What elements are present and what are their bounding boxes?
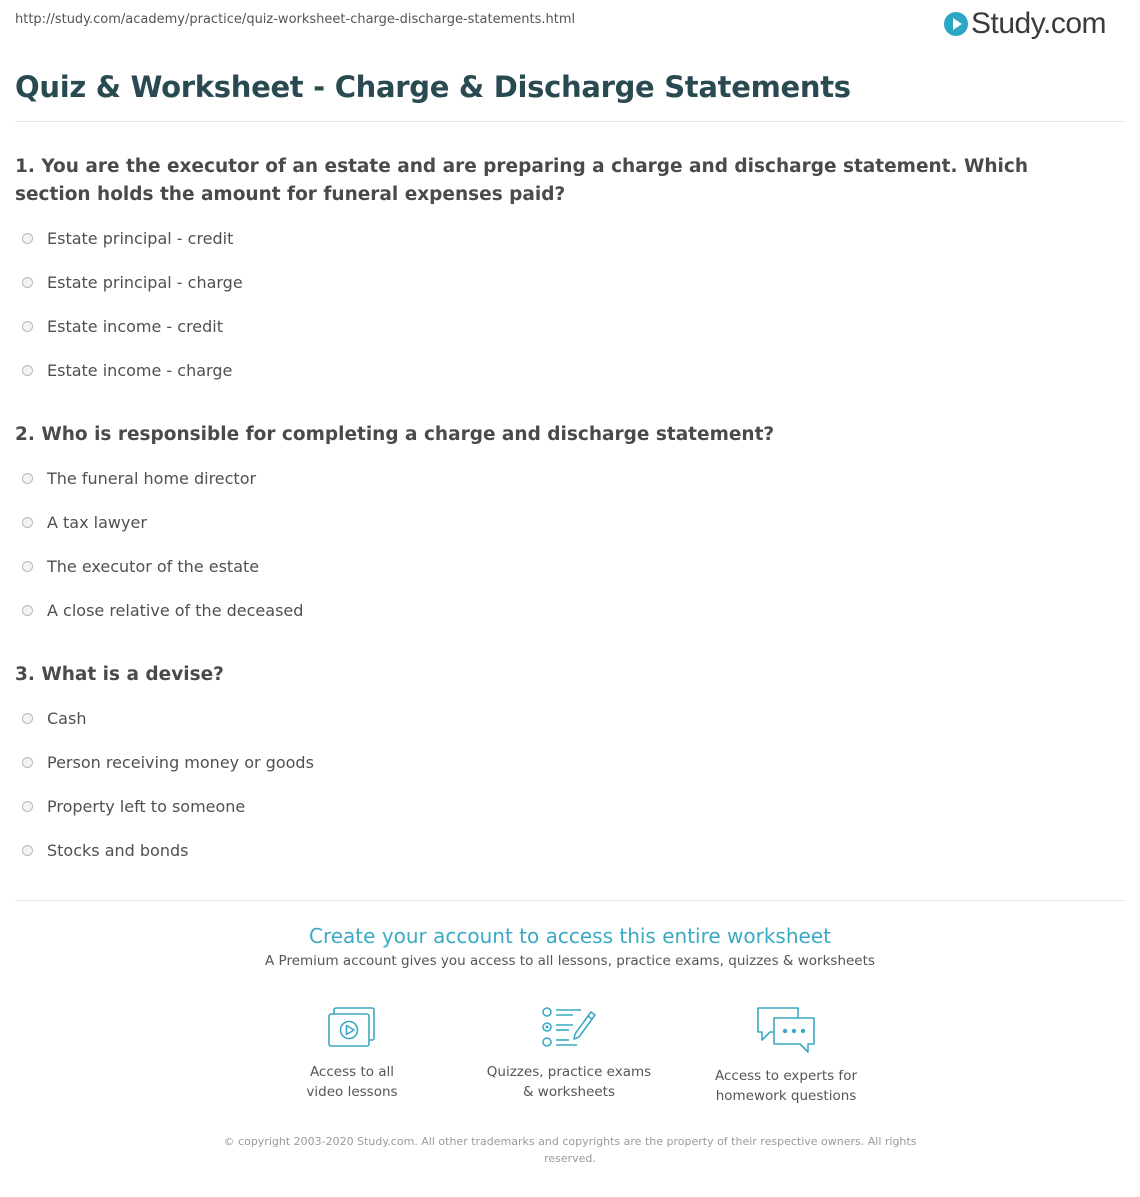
radio-button[interactable]: [22, 801, 33, 812]
question-1-option-3[interactable]: [22, 315, 223, 337]
radio-button[interactable]: [22, 365, 33, 376]
question-2: 2. Who is responsible for completing a charge and discharge statement?: [15, 424, 775, 445]
question-2-option-4[interactable]: [22, 599, 303, 621]
option-label: Property left to someone: [47, 796, 246, 816]
feature-line-2: video lessons: [306, 1084, 398, 1100]
radio-button[interactable]: [22, 473, 33, 484]
feature-line-1: Quizzes, practice exams: [486, 1064, 652, 1080]
radio-button[interactable]: [22, 605, 33, 616]
radio-button[interactable]: [22, 321, 33, 332]
radio-button[interactable]: [22, 277, 33, 288]
option-label: Cash: [47, 708, 87, 728]
feature-line-2: homework questions: [715, 1088, 857, 1104]
question-1-option-1[interactable]: [22, 227, 233, 249]
feature-line-1: Access to all: [309, 1064, 395, 1080]
study-logo[interactable]: [944, 6, 1106, 42]
option-label: Person receiving money or goods: [47, 752, 314, 772]
chat-bubbles-icon: [754, 1004, 818, 1056]
page-title: Quiz & Worksheet - Charge & Discharge Statements: [15, 70, 851, 104]
option-label: Estate income - charge: [47, 360, 233, 380]
radio-button[interactable]: [22, 845, 33, 856]
option-label: Estate principal - charge: [47, 272, 243, 292]
radio-button[interactable]: [22, 757, 33, 768]
copyright-notice: © copyright 2003-2020 Study.com. All other trademarks and copyrights are the property of their respective owners. All rights reserved.: [223, 1135, 917, 1165]
option-label: Estate income - credit: [47, 316, 224, 336]
option-label: The funeral home director: [47, 468, 257, 488]
radio-button[interactable]: [22, 517, 33, 528]
premium-description: A Premium account gives you access to all lessons, practice exams, quizzes & worksheets: [265, 953, 875, 969]
option-label: Estate principal - credit: [47, 228, 234, 248]
play-icon: [944, 12, 968, 36]
page-url: http://study.com/academy/practice/quiz-worksheet-charge-discharge-statements.html: [15, 12, 576, 27]
feature-quizzes: [469, 1004, 669, 1102]
question-1-option-4[interactable]: [22, 359, 232, 381]
question-3-option-4[interactable]: [22, 839, 188, 861]
question-2-option-2[interactable]: [22, 511, 147, 533]
question-3: 3. What is a devise?: [15, 664, 224, 685]
title-divider: [15, 121, 1125, 122]
feature-experts: [686, 1004, 886, 1106]
question-3-option-2[interactable]: [22, 751, 314, 773]
option-label: Stocks and bonds: [47, 840, 189, 860]
option-label: The executor of the estate: [47, 556, 260, 576]
question-1-option-2[interactable]: [22, 271, 243, 293]
feature-line-1: Access to experts for: [714, 1068, 857, 1084]
question-3-option-1[interactable]: [22, 707, 86, 729]
feature-video-lessons: [252, 1004, 452, 1102]
question-2-option-1[interactable]: [22, 467, 256, 489]
quiz-list-icon: [539, 1004, 599, 1052]
logo-text: Study.com: [971, 7, 1106, 40]
option-label: A tax lawyer: [47, 512, 147, 532]
video-lessons-icon: [325, 1004, 379, 1052]
question-1: 1. You are the executor of an estate and are preparing a charge and discharge statement. Which section holds the amount for funeral expenses paid?: [15, 156, 1029, 205]
option-label: A close relative of the deceased: [47, 600, 304, 620]
create-account-link[interactable]: Create your account to access this entire worksheet: [309, 924, 831, 948]
radio-button[interactable]: [22, 561, 33, 572]
question-3-option-3[interactable]: [22, 795, 245, 817]
radio-button[interactable]: [22, 713, 33, 724]
feature-line-2: & worksheets: [522, 1084, 615, 1100]
radio-button[interactable]: [22, 233, 33, 244]
section-divider: [15, 900, 1125, 901]
question-2-option-3[interactable]: [22, 555, 259, 577]
